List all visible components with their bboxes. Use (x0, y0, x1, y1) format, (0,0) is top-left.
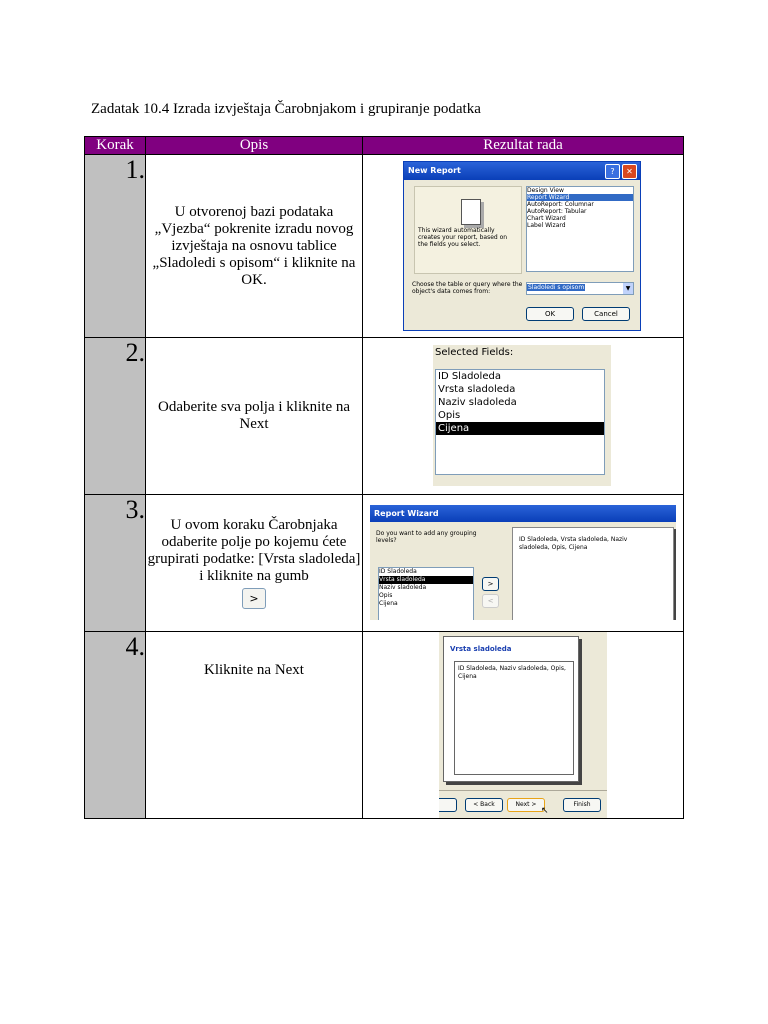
list-item[interactable]: ID Sladoleda (438, 371, 501, 382)
add-group-button[interactable]: > (482, 577, 499, 591)
list-item[interactable]: Label Wizard (527, 222, 566, 229)
description-panel (414, 186, 522, 274)
finish-button[interactable]: Finish (563, 798, 601, 812)
selected-fields-panel (433, 345, 611, 486)
steps-table (84, 136, 684, 819)
list-item[interactable]: Vrsta sladoleda (438, 384, 516, 395)
list-item[interactable]: Cijena (379, 600, 398, 607)
list-item[interactable]: Opis (438, 410, 461, 421)
close-button[interactable]: ✕ (622, 164, 637, 179)
selected-fields-list[interactable] (435, 369, 605, 475)
header-opis: Opis (146, 137, 363, 155)
button-bar-divider (439, 790, 607, 791)
preview-pane (512, 527, 674, 620)
combo-value: Sladoledi s opisom (528, 284, 585, 291)
step-number: 3. (85, 495, 146, 632)
list-item[interactable]: AutoReport: Tabular (527, 208, 587, 215)
list-item[interactable]: Vrsta sladoleda (379, 576, 473, 584)
step-number: 2. (85, 338, 146, 495)
next-button[interactable]: Next > (507, 798, 545, 812)
step-text: U ovom koraku Čarobnjaka odaberite polje po kojemu ćete grupirati podatke: [Vrsta sladoleda] i kliknite na gumb (147, 517, 361, 584)
chevron-down-icon[interactable]: ▼ (623, 283, 633, 294)
detail-fields: ID Sladoleda, Naziv sladoleda, Opis, Cijena (458, 665, 566, 680)
cancel-button[interactable]: Cancel (582, 307, 630, 321)
cursor-icon: ↖ (541, 806, 549, 816)
report-wizard-dialog (370, 505, 676, 620)
step-result (363, 155, 684, 338)
header-rezultat: Rezultat rada (363, 137, 684, 155)
step-result (363, 338, 684, 495)
step-row (85, 632, 684, 819)
remove-group-button[interactable]: < (482, 594, 499, 608)
selected-fields-label: Selected Fields: (435, 347, 514, 358)
group-add-button[interactable]: > (242, 588, 265, 609)
list-item[interactable]: Design View (527, 187, 564, 194)
help-button[interactable]: ? (605, 164, 620, 179)
description-text: This wizard automatically creates your report, based on the fields you select. (418, 227, 508, 248)
list-item[interactable]: AutoReport: Columnar (527, 201, 594, 208)
dialog-title: New Report (404, 162, 640, 180)
step-row (85, 155, 684, 338)
list-item[interactable]: Chart Wizard (527, 215, 566, 222)
step-description (146, 495, 363, 632)
step-result (363, 495, 684, 632)
step-number: 1. (85, 155, 146, 338)
new-report-dialog (403, 161, 641, 331)
grouping-question: Do you want to add any grouping levels? (376, 530, 477, 544)
dialog-title: Report Wizard (370, 505, 676, 522)
list-item[interactable]: Naziv sladoleda (379, 584, 427, 591)
preview-page (443, 636, 579, 782)
list-item[interactable]: Report Wizard (527, 194, 633, 201)
step-row (85, 495, 684, 632)
wizard-step4-panel (439, 632, 607, 818)
report-type-list[interactable] (526, 186, 634, 272)
detail-box (454, 661, 574, 775)
ok-button[interactable]: OK (526, 307, 574, 321)
step-description: Odaberite sva polja i kliknite na Next (146, 338, 363, 495)
wizard-icon (461, 199, 481, 225)
list-item[interactable]: ID Sladoleda (379, 568, 417, 575)
document-title: Zadatak 10.4 Izrada izvještaja Čarobnjakom i grupiranje podatka (91, 101, 481, 117)
preview-fields: ID Sladoleda, Vrsta sladoleda, Naziv sladoleda, Opis, Cijena (519, 536, 628, 551)
list-item[interactable]: Cijena (436, 422, 604, 435)
list-item[interactable]: Naziv sladoleda (438, 397, 517, 408)
choose-label: Choose the table or query where the object's data comes from: (412, 281, 523, 295)
group-header: Vrsta sladoleda (450, 645, 512, 653)
available-fields-list[interactable] (378, 567, 474, 620)
list-item[interactable]: Opis (379, 592, 393, 599)
step-description: Kliknite na Next (146, 632, 363, 819)
step-row (85, 338, 684, 495)
step-result (363, 632, 684, 819)
step-number: 4. (85, 632, 146, 819)
header-korak: Korak (85, 137, 146, 155)
cancel-button[interactable] (439, 798, 457, 812)
step-description: U otvorenoj bazi podataka „Vjezba“ pokrenite izradu novog izvještaja na osnovu tablice „Sladoledi s opisom“ i kliknite na OK. (146, 155, 363, 338)
back-button[interactable]: < Back (465, 798, 503, 812)
table-combo[interactable] (526, 282, 634, 295)
